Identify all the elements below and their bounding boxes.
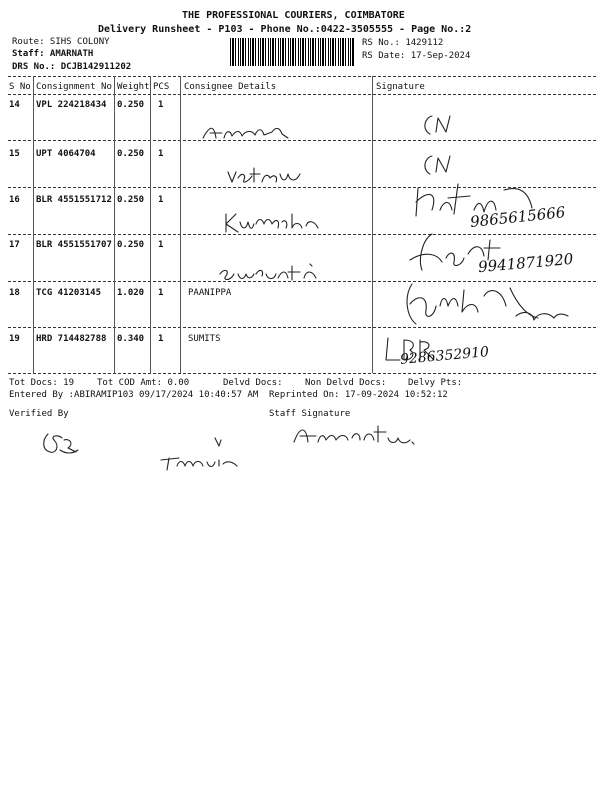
- col-header-weight: Weight: [117, 82, 150, 92]
- handwritten-phone: 9865615666: [469, 203, 567, 231]
- rs-date: RS Date: 17-Sep-2024: [362, 51, 471, 61]
- table-row-consignment: TCG 41203145: [36, 288, 102, 298]
- col-header-sno: S No: [9, 82, 31, 92]
- table-row-pcs: 1: [158, 100, 164, 110]
- table-top-rule: [8, 76, 596, 77]
- drs-number: DRS No.: DCJB142911202: [12, 62, 132, 72]
- table-row-consignment: HRD 714482788: [36, 334, 107, 344]
- reprinted-on: Reprinted On: 17-09-2024 10:52:12: [269, 390, 448, 400]
- col-header-signature: Signature: [376, 82, 425, 92]
- page-title: THE PROFESSIONAL COURIERS, COIMBATORE: [182, 10, 405, 21]
- table-row-pcs: 1: [158, 195, 164, 205]
- col-divider: [150, 76, 151, 373]
- barcode: [230, 38, 355, 66]
- rs-number: RS No.: 1429112: [362, 38, 444, 48]
- table-row-sno: 15: [9, 149, 20, 159]
- non-delivered-docs: Non Delvd Docs:: [305, 378, 387, 388]
- table-row-pcs: 1: [158, 288, 164, 298]
- table-row-pcs: 1: [158, 240, 164, 250]
- table-row-sno: 17: [9, 240, 20, 250]
- col-header-consignment: Consignment No: [36, 82, 112, 92]
- handwritten-phone: 9286352910: [399, 344, 490, 368]
- delivered-docs: Delvd Docs:: [223, 378, 283, 388]
- table-row-sno: 14: [9, 100, 20, 110]
- handwritten-name-signature: [226, 164, 306, 186]
- table-row-consignment: UPT 4064704: [36, 149, 96, 159]
- handwritten-initials-signature: [420, 110, 460, 138]
- table-row-consignee: SUMITS: [188, 334, 221, 344]
- handwritten-name-signature: [200, 120, 290, 144]
- col-divider: [372, 76, 373, 373]
- table-row-consignment: BLR 4551551707: [36, 240, 112, 250]
- delivery-points: Delvy Pts:: [408, 378, 463, 388]
- table-row-consignment: VPL 224218434: [36, 100, 107, 110]
- col-divider: [114, 76, 115, 373]
- runsheet-subtitle: Delivery Runsheet - P103 - Phone No.:0422-3505555 - Page No.:2: [98, 24, 472, 35]
- handwritten-name-signature: [222, 210, 322, 234]
- verifier-signature: [155, 436, 245, 472]
- staff-label: Staff: AMARNATH: [12, 49, 94, 59]
- table-row-consignment: BLR 4551551712: [36, 195, 112, 205]
- staff-signature: [290, 420, 420, 448]
- table-row-weight: 0.250: [117, 195, 145, 205]
- verifier-initials-signature: [40, 430, 80, 456]
- col-header-consignee: Consignee Details: [184, 82, 277, 92]
- table-row-sno: 19: [9, 334, 20, 344]
- table-row-weight: 0.340: [117, 334, 145, 344]
- table-bottom-rule: [8, 373, 596, 374]
- handwritten-phone: 9941871920: [477, 249, 575, 277]
- verified-by-label: Verified By: [9, 409, 69, 419]
- table-row-weight: 0.250: [117, 149, 145, 159]
- handwritten-initials-signature: [420, 150, 460, 178]
- total-cod: Tot COD Amt: 0.00: [97, 378, 190, 388]
- table-row-pcs: 1: [158, 149, 164, 159]
- table-row-sno: 16: [9, 195, 20, 205]
- row-rule: [8, 140, 596, 141]
- table-header-rule: [8, 94, 596, 95]
- route-label: Route: SIHS COLONY: [12, 37, 110, 47]
- col-header-pcs: PCS: [153, 82, 170, 92]
- table-row-consignee: PAANIPPA: [188, 288, 232, 298]
- handwritten-name-signature: [216, 260, 326, 284]
- total-docs: Tot Docs: 19: [9, 378, 75, 388]
- table-row-weight: 0.250: [117, 100, 145, 110]
- col-divider: [180, 76, 181, 373]
- col-divider: [33, 76, 34, 373]
- staff-signature-label: Staff Signature: [269, 409, 351, 419]
- table-row-weight: 1.020: [117, 288, 145, 298]
- entered-by: Entered By :ABIRAMIP103 09/17/2024 10:40:57 AM: [9, 390, 259, 400]
- table-row-pcs: 1: [158, 334, 164, 344]
- table-row-sno: 18: [9, 288, 20, 298]
- handwritten-signature: [398, 276, 578, 332]
- table-row-weight: 0.250: [117, 240, 145, 250]
